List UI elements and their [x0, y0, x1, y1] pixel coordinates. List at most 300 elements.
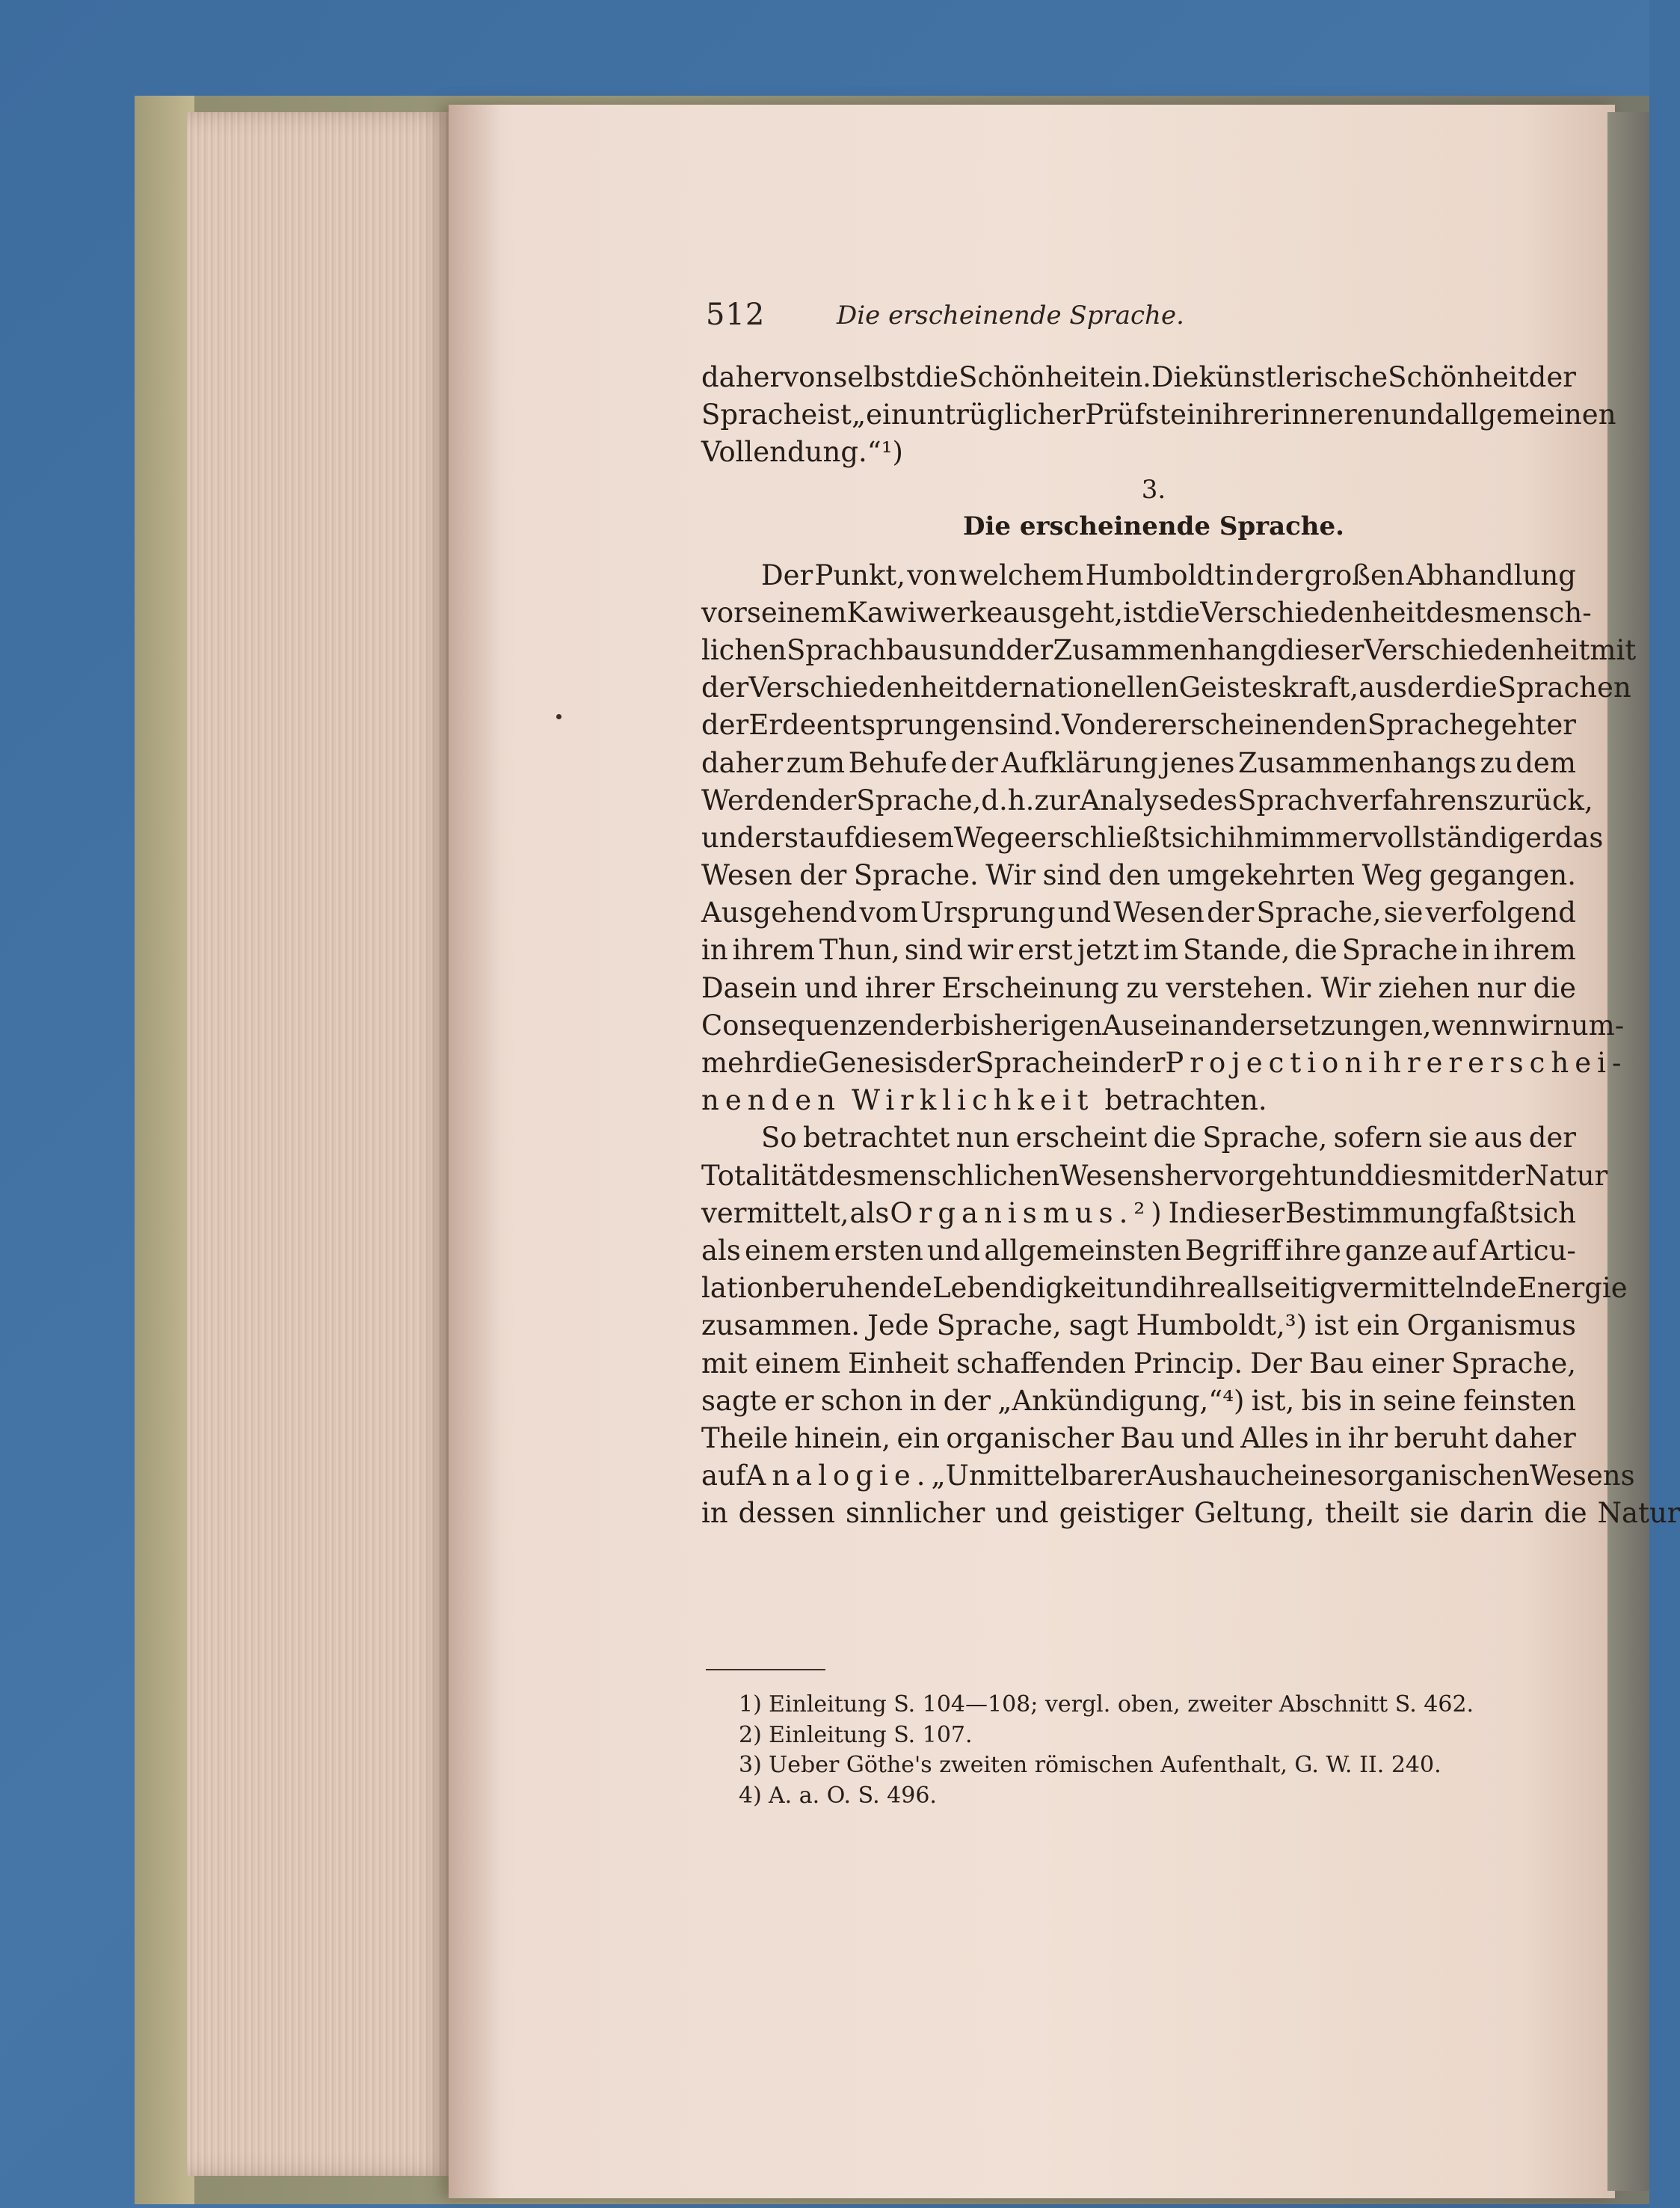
word: in	[909, 1384, 937, 1417]
word: nenden	[701, 1084, 841, 1117]
word: bis	[1301, 1384, 1343, 1417]
word: Erde	[748, 709, 816, 742]
word: Wege	[953, 821, 1031, 854]
word: allgemeinen	[1444, 399, 1616, 431]
word: diesem	[854, 821, 954, 854]
word: schaffenden	[956, 1347, 1127, 1380]
word: menschlichen	[867, 1159, 1060, 1192]
word: zur	[1034, 784, 1080, 817]
word: der	[701, 671, 749, 704]
word: Prüfstein	[1085, 399, 1213, 431]
word: Verschiedenheit	[1200, 596, 1427, 629]
word: nur	[1477, 971, 1526, 1004]
word: mehr	[701, 1047, 775, 1079]
word: untrüglicher	[908, 399, 1086, 431]
word: er	[784, 1384, 814, 1417]
word: der	[927, 1047, 976, 1079]
word: geistiger	[1059, 1497, 1184, 1530]
word: Wesen	[701, 859, 793, 892]
word: der	[950, 746, 998, 779]
text-line	[701, 1270, 1628, 1307]
text-line	[701, 1007, 1625, 1045]
word: So	[761, 1122, 797, 1154]
word: Verschiedenheit	[1364, 633, 1590, 666]
word: Bau	[1309, 1347, 1364, 1380]
word: einem	[744, 1234, 831, 1267]
word: sagte	[701, 1384, 778, 1417]
footnote	[739, 1720, 1561, 1751]
word: zu	[1480, 746, 1513, 779]
word: Sprache,	[1450, 1347, 1576, 1380]
word: von	[907, 559, 958, 591]
word: Weg	[1361, 859, 1423, 892]
word: der	[1407, 671, 1455, 704]
word: sie	[1428, 1122, 1468, 1154]
text-line	[701, 669, 1631, 707]
word: beruhende	[781, 1272, 932, 1305]
word: Verschiedenheit	[748, 671, 975, 704]
page-stack	[187, 112, 456, 2176]
word: wenn	[1431, 1009, 1507, 1042]
word: erscheint	[1015, 1122, 1148, 1154]
word: die	[1153, 1122, 1196, 1154]
word: „Unmittelbarer	[931, 1460, 1147, 1492]
word: er	[1546, 709, 1576, 742]
word: und	[926, 1234, 981, 1267]
word: sind.	[994, 709, 1062, 742]
page-number: 512	[706, 298, 766, 332]
word: verstehen.	[1166, 971, 1314, 1004]
word: seinem	[746, 596, 847, 629]
word: als	[701, 1234, 741, 1267]
word: mensch-	[1474, 596, 1592, 629]
text-line	[701, 970, 1576, 1007]
word: geht	[1483, 709, 1547, 742]
word: Der	[1249, 1347, 1302, 1380]
footnote-text: A. a. O. S. 496.	[769, 1782, 937, 1809]
word: vermittelt,	[701, 1196, 849, 1229]
word: Begriff	[1184, 1234, 1281, 1267]
text-line	[701, 745, 1576, 782]
word: von	[783, 361, 834, 393]
word: den	[1108, 859, 1160, 892]
word: Organismus	[1406, 1309, 1576, 1342]
word: ist	[1123, 596, 1157, 629]
word: Geltung,	[1194, 1497, 1315, 1530]
word: der	[1255, 559, 1303, 591]
word: welchem	[959, 559, 1084, 591]
word: und	[952, 633, 1006, 666]
footnote-text: Einleitung S. 104—108; vergl. oben, zweiter Abschnitt S. 462.	[769, 1691, 1474, 1717]
text-line	[701, 894, 1576, 932]
word: in	[701, 934, 728, 967]
word: organischen	[1357, 1460, 1530, 1492]
word: die	[1544, 1497, 1587, 1530]
word: vermittelnde	[1337, 1272, 1517, 1305]
word: eines	[1283, 1460, 1358, 1492]
word: Princip.	[1133, 1347, 1243, 1380]
word: und	[701, 821, 755, 854]
word: die	[915, 361, 959, 393]
word: In	[1168, 1196, 1198, 1229]
text-line	[701, 1457, 1635, 1495]
word: großen	[1304, 559, 1405, 591]
footnote-mark: 4)	[739, 1782, 762, 1809]
word: Schönheit	[959, 361, 1100, 393]
word: ziehen	[1378, 971, 1470, 1004]
footnote-mark: 1)	[739, 1691, 762, 1717]
word: Wesen	[1113, 897, 1204, 929]
word: h.	[1007, 784, 1035, 817]
text-line	[701, 359, 1576, 396]
word: mit	[1431, 1159, 1478, 1192]
word: und	[1391, 399, 1444, 431]
word: Einheit	[848, 1347, 950, 1380]
word: zusammen.	[701, 1309, 861, 1342]
word: organischer	[946, 1421, 1114, 1454]
word: Humboldt,³)	[1136, 1309, 1308, 1342]
word: Sprache,	[1256, 897, 1382, 929]
word: das	[1554, 821, 1604, 854]
word: daher	[701, 361, 784, 393]
word: darin	[1459, 1497, 1534, 1530]
word: ihr	[1347, 1421, 1388, 1454]
section-title: Die erscheinende Sprache.	[963, 511, 1344, 541]
gutter-shadow	[449, 105, 501, 2198]
word: sind	[904, 934, 964, 967]
word: in	[1091, 1047, 1119, 1079]
word: Wirklichkeit	[851, 1084, 1095, 1117]
word: entsprungen	[816, 709, 994, 742]
word: Sprachverfahrens	[1237, 784, 1489, 817]
text-line	[701, 557, 1576, 594]
word: Die	[1151, 361, 1199, 393]
word: Alles	[1240, 1421, 1309, 1454]
word: Sprache,	[936, 1309, 1062, 1342]
word: Zusammenhang	[1053, 633, 1278, 666]
word: sinnlicher	[845, 1497, 985, 1530]
word: jetzt	[1077, 934, 1139, 967]
word: Articu-	[1480, 1234, 1576, 1267]
text-line	[701, 1307, 1576, 1344]
word: erschließt	[1030, 821, 1172, 854]
word: jenes	[1161, 746, 1235, 779]
word: ein	[896, 1421, 941, 1454]
word: nun	[956, 1122, 1010, 1154]
text-line	[701, 1383, 1576, 1420]
word: selbst	[833, 361, 916, 393]
word: Analogie.	[745, 1460, 932, 1492]
word: Bestimmung	[1284, 1196, 1462, 1229]
word: Sprache,	[856, 784, 982, 817]
text-line	[701, 1232, 1576, 1270]
word: Wir	[1320, 971, 1371, 1004]
word: in	[1462, 934, 1489, 967]
word: vollständiger	[1371, 821, 1555, 854]
word: Wir	[985, 859, 1036, 892]
word: Erscheinung	[941, 971, 1119, 1004]
word: Thun,	[819, 934, 900, 967]
word: Stande,	[1182, 934, 1290, 967]
word: Natur	[1524, 1159, 1608, 1192]
footnote-mark: 2)	[739, 1721, 762, 1748]
word: der	[943, 1384, 991, 1417]
word: theilt	[1325, 1497, 1400, 1530]
word: Bau	[1120, 1421, 1175, 1454]
word: ihrem	[1493, 934, 1576, 967]
word: Wesens	[1530, 1460, 1635, 1492]
word: aus	[1359, 671, 1408, 704]
word: Vollendung.“¹)	[701, 436, 903, 469]
word: Sprachbaus	[786, 633, 953, 666]
word: Analyse	[1080, 784, 1190, 817]
word: Sprache	[1367, 709, 1483, 742]
word: allseitig	[1225, 1272, 1338, 1305]
word: die	[1454, 671, 1498, 704]
word: bisherigen	[953, 1009, 1103, 1042]
footnote-rule	[706, 1669, 825, 1670]
word: Aufklärung	[1001, 746, 1158, 779]
word: sich	[1519, 1196, 1576, 1229]
word: ist,	[1251, 1384, 1295, 1417]
text-line	[701, 819, 1604, 857]
word: Genesis	[817, 1047, 928, 1079]
word: sofern	[1333, 1122, 1423, 1154]
word: die	[775, 1047, 818, 1079]
word: der	[974, 671, 1022, 704]
word: Theile	[701, 1421, 788, 1454]
word: gegangen.	[1429, 859, 1576, 892]
word: daher	[1494, 1421, 1576, 1454]
word: nationellen	[1021, 671, 1179, 704]
word: sie	[1409, 1497, 1450, 1530]
word: Werden	[701, 784, 810, 817]
word: lichen	[701, 633, 787, 666]
word: Lebendigkeit	[932, 1272, 1117, 1305]
footnote-text: Ueber Göthe's zweiten römischen Aufenthalt, G. W. II. 240.	[769, 1752, 1441, 1778]
word: Sprache	[975, 1047, 1092, 1079]
word: Sprachen	[1497, 671, 1631, 704]
word: schon	[820, 1384, 903, 1417]
footnote	[739, 1690, 1561, 1720]
footnote-text: Einleitung S. 107.	[769, 1721, 973, 1748]
word: Dasein	[701, 971, 798, 1004]
word: und	[1320, 1159, 1374, 1192]
word: sind	[1042, 859, 1101, 892]
word: umgekehrten	[1167, 859, 1356, 892]
text-line	[701, 1119, 1576, 1157]
word: Punkt,	[814, 559, 906, 591]
text-line	[701, 594, 1592, 632]
word: zurück,	[1488, 784, 1593, 817]
word: Sprache	[701, 399, 818, 431]
word: auf	[701, 1460, 746, 1492]
word: sie	[1383, 897, 1424, 929]
word: „ein	[851, 399, 909, 431]
word: inneren	[1282, 399, 1391, 431]
word: des	[1189, 784, 1238, 817]
text-line	[701, 1420, 1576, 1457]
word: ihre	[1169, 1272, 1226, 1305]
word: dieser	[1198, 1196, 1285, 1229]
word: ein.	[1099, 361, 1151, 393]
word: seine	[1382, 1384, 1456, 1417]
word: als	[849, 1196, 890, 1229]
paragraph	[701, 359, 1616, 472]
word: feinsten	[1463, 1384, 1576, 1417]
word: lation	[701, 1272, 781, 1305]
word: der	[1113, 709, 1161, 742]
footnotes	[739, 1690, 1561, 1811]
text-line	[701, 1082, 1576, 1119]
word: wir	[967, 934, 1014, 967]
word: „Ankündigung,“⁴)	[997, 1384, 1245, 1417]
paragraph	[701, 557, 1637, 1120]
word: betrachten.	[1104, 1084, 1267, 1117]
word: Totalität	[701, 1159, 819, 1192]
word: Sprache,	[1202, 1122, 1328, 1154]
word: einer	[1370, 1347, 1444, 1380]
word: der	[905, 1009, 954, 1042]
word: zum	[786, 746, 846, 779]
word: und	[1057, 897, 1112, 929]
word: Von	[1061, 709, 1114, 742]
word: sich	[1171, 821, 1228, 854]
word: ihre	[1284, 1234, 1341, 1267]
ink-speck	[556, 714, 561, 719]
word: Behufe	[848, 746, 947, 779]
word: ihrer	[1368, 1047, 1468, 1079]
word: die	[1294, 934, 1338, 967]
word: aus	[1474, 1122, 1523, 1154]
word: Ausgehend	[701, 897, 858, 929]
word: hervorgeht	[1164, 1159, 1321, 1192]
word: Projection	[1165, 1047, 1369, 1079]
text-line	[701, 1195, 1576, 1232]
word: faßt	[1462, 1196, 1519, 1229]
word: beruht	[1394, 1421, 1489, 1454]
word: mit	[1590, 633, 1637, 666]
word: der	[1207, 897, 1255, 929]
word: und	[1116, 1272, 1170, 1305]
word: daher	[701, 746, 784, 779]
word: künstlerische	[1199, 361, 1388, 393]
word: Energie	[1516, 1272, 1628, 1305]
word: der	[1477, 1159, 1525, 1192]
running-head: Die erscheinende Sprache.	[837, 301, 1184, 330]
word: in	[1227, 559, 1254, 591]
word: ausgeht,	[1003, 596, 1124, 629]
word: Zusammenhangs	[1238, 746, 1477, 779]
paragraph	[701, 1119, 1680, 1532]
word: erscheinenden	[1160, 709, 1367, 742]
word: allgemeinsten	[984, 1234, 1181, 1267]
word: dessen	[738, 1497, 835, 1530]
word: hinein,	[794, 1421, 891, 1454]
text-line	[701, 707, 1576, 744]
word: der	[809, 784, 857, 817]
word: der	[701, 709, 749, 742]
word: Schönheit	[1388, 361, 1529, 393]
word: Jede	[867, 1309, 929, 1342]
word: verfolgend	[1425, 897, 1576, 929]
word: Kawiwerke	[846, 596, 1003, 629]
word: wir	[1507, 1009, 1553, 1042]
footnote	[739, 1750, 1561, 1781]
word: dies	[1373, 1159, 1432, 1192]
word: die	[1157, 596, 1201, 629]
word: auf	[809, 821, 855, 854]
text-line	[701, 932, 1576, 969]
word: Organismus.²)	[890, 1196, 1168, 1229]
word: vom	[859, 897, 918, 929]
body-text	[701, 359, 1680, 1532]
word: dem	[1516, 746, 1576, 779]
word: ihrer	[864, 971, 935, 1004]
text-line	[701, 1495, 1680, 1532]
word: Geisteskraft,	[1178, 671, 1359, 704]
footnote-mark: 3)	[739, 1752, 762, 1778]
word: erst	[754, 821, 810, 854]
text-line	[701, 1045, 1628, 1082]
word: vor	[701, 596, 747, 629]
page-header	[706, 298, 1566, 335]
word: im	[1143, 934, 1179, 967]
word: und	[995, 1497, 1049, 1530]
word: Aushauch	[1146, 1460, 1284, 1492]
word: des	[1426, 596, 1474, 629]
word: dieser	[1277, 633, 1364, 666]
word: der	[1118, 1047, 1166, 1079]
word: Ursprung	[920, 897, 1056, 929]
word: auf	[1432, 1234, 1477, 1267]
word: Auseinandersetzungen,	[1102, 1009, 1432, 1042]
word: des	[818, 1159, 867, 1192]
text-line	[701, 396, 1616, 434]
word: num-	[1553, 1009, 1625, 1042]
word: d.	[981, 784, 1008, 817]
text-line	[701, 857, 1576, 894]
word: Wesens	[1059, 1159, 1165, 1192]
text-line	[701, 1345, 1576, 1383]
word: Consequenzen	[701, 1009, 906, 1042]
word: in	[701, 1497, 728, 1530]
word: Humboldt	[1085, 559, 1226, 591]
text-line	[701, 434, 1576, 471]
word: sagt	[1068, 1309, 1129, 1342]
word: in	[1314, 1421, 1342, 1454]
word: ein	[1356, 1309, 1400, 1342]
word: einem	[754, 1347, 841, 1380]
footnote	[739, 1781, 1561, 1812]
word: Sprache	[1341, 934, 1458, 967]
text-line	[701, 1157, 1608, 1195]
word: immer	[1280, 821, 1372, 854]
word: der	[799, 859, 847, 892]
word: betrachtet	[802, 1122, 950, 1154]
word: erst	[1018, 934, 1073, 967]
word: ihrer	[1213, 399, 1283, 431]
word: ganze	[1345, 1234, 1428, 1267]
word: und	[804, 971, 858, 1004]
word: die	[1533, 971, 1576, 1004]
word: ist	[1314, 1309, 1349, 1342]
word: Abhandlung	[1406, 559, 1576, 591]
text-line	[701, 632, 1637, 669]
word: der	[1528, 361, 1576, 393]
word: in	[1349, 1384, 1376, 1417]
section-number: 3.	[1141, 474, 1166, 505]
